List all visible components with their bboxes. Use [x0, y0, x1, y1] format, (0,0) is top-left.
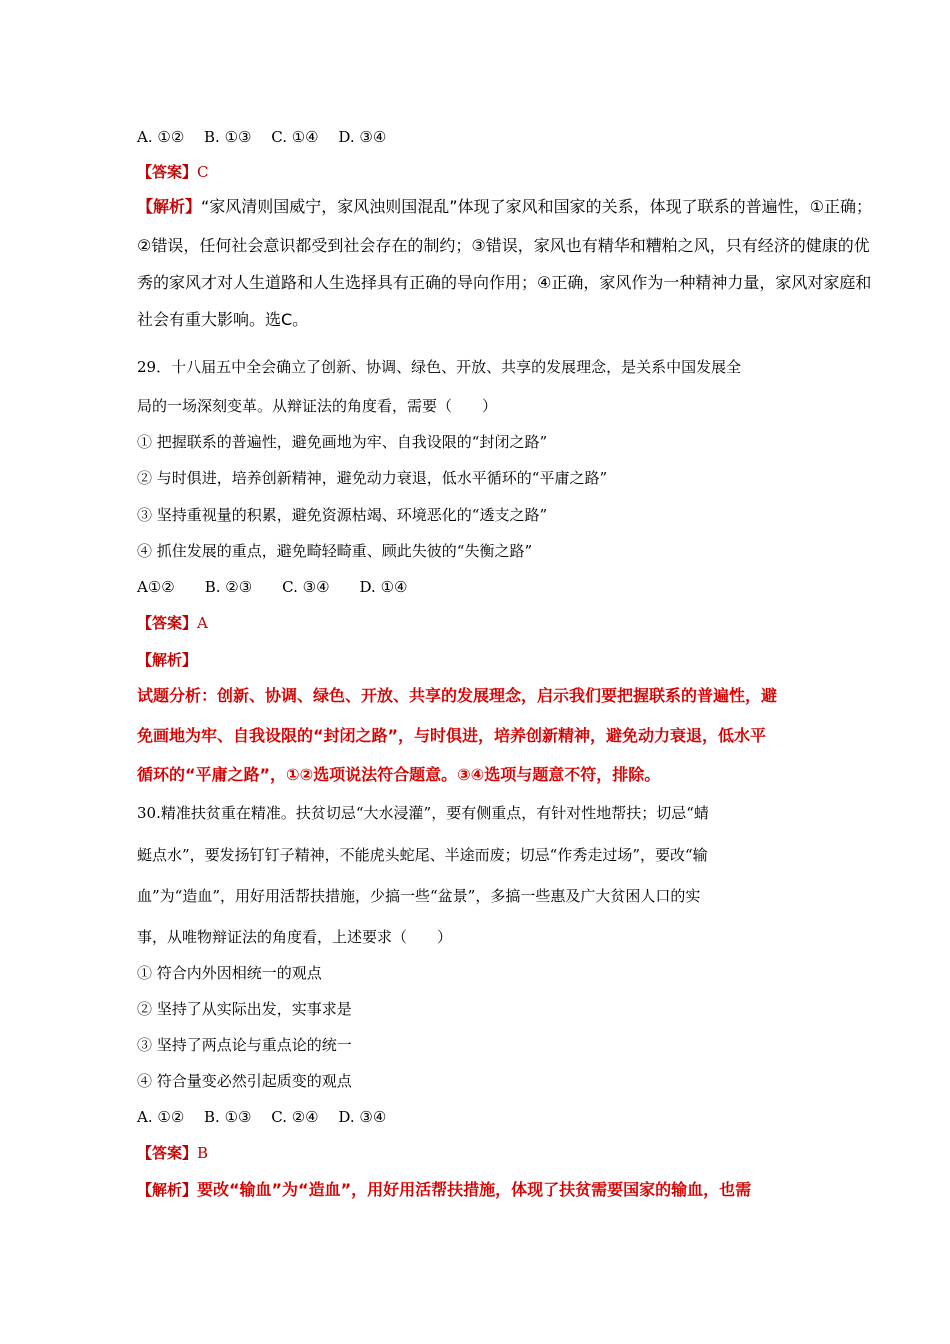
q30-item: ③ 坚持了两点论与重点论的统一 [137, 1036, 352, 1054]
q28-options: A. ①② B. ①③ C. ①④ D. ③④ [137, 128, 387, 146]
q30-stem-line: 蜓点水”，要发扬钉钉子精神，不能虎头蛇尾、半途而废；切忌“作秀走过场”，要改“输 [137, 846, 708, 864]
q29-analysis-line: 免画地为牢、自我设限的“封闭之路”，与时俱进，培养创新精神，避免动力衰退，低水平 [137, 726, 767, 745]
q29-item: ③ 坚持重视量的积累，避免资源枯竭、环境恶化的“透支之路” [137, 506, 548, 524]
q30-stem-line: 事，从唯物辩证法的角度看，上述要求（ ） [137, 928, 453, 946]
q30-stem-line: 血”为“造血”，用好用活帮扶措施，少搞一些“盆景”，多搞一些惠及广大贫困人口的实 [137, 887, 701, 905]
answer-label: 【答案】 [137, 614, 198, 632]
q29-stem-line: 局的一场深刻变革。从辩证法的角度看，需要（ ） [137, 397, 498, 415]
q29-item: ④ 抓住发展的重点，避免畸轻畸重、顾此失彼的“失衡之路” [137, 542, 533, 560]
q29-analysis-line: 试题分析：创新、协调、绿色、开放、共享的发展理念，启示我们要把握联系的普遍性，避 [137, 686, 778, 705]
q30-options: A. ①② B. ①③ C. ②④ D. ③④ [137, 1108, 387, 1126]
q28-analysis-line [137, 197, 872, 217]
q29-stem-line: 29．十八届五中全会确立了创新、协调、绿色、开放、共享的发展理念，是关系中国发展全 [137, 358, 742, 376]
q29-analysis-label: 【解析】 [137, 651, 198, 669]
q29-analysis-line: 循环的“平庸之路”，①②选项说法符合题意。③④选项与题意不符，排除。 [137, 765, 661, 784]
q28-analysis-line: 社会有重大影响。选C。 [137, 310, 309, 329]
q30-item: ① 符合内外因相统一的观点 [137, 964, 322, 982]
answer-label: 【答案】 [137, 1144, 198, 1162]
q28-analysis-line: 秀的家风才对人生道路和人生选择具有正确的导向作用；④正确，家风作为一种精神力量，家风对家庭和 [137, 273, 872, 292]
q29-options: A①② B. ②③ C. ③④ D. ①④ [137, 578, 408, 596]
q30-item: ④ 符合量变必然引起质变的观点 [137, 1072, 352, 1090]
answer-value: C [197, 163, 209, 181]
q29-item: ① 把握联系的普遍性，避免画地为牢、自我设限的“封闭之路” [137, 433, 548, 451]
answer-value: A [197, 614, 208, 632]
answer-value: B [197, 1144, 209, 1162]
q30-answer [137, 1143, 208, 1163]
analysis-text: “家风清则国威宁，家风浊则国混乱”体现了家风和国家的关系，体现了联系的普遍性，①正确； [201, 197, 872, 216]
analysis-label: 【解析】 [137, 197, 202, 216]
q29-answer [137, 613, 208, 633]
answer-label: 【答案】 [137, 163, 198, 181]
q30-stem-line: 30.精准扶贫重在精准。扶贫切忌“大水浸灌”，要有侧重点，有针对性地帮扶；切忌“蜻 [137, 804, 709, 822]
q30-analysis-line [137, 1180, 751, 1200]
q30-item: ② 坚持了从实际出发，实事求是 [137, 1000, 352, 1018]
q28-analysis-line: ②错误，任何社会意识都受到社会存在的制约；③错误，家风也有精华和糟粕之风，只有经济的健康的优 [137, 236, 870, 255]
q28-answer [137, 162, 209, 182]
analysis-text: 要改“输血”为“造血”，用好用活帮扶措施，体现了扶贫需要国家的输血，也需 [197, 1180, 752, 1199]
q29-item: ② 与时俱进，培养创新精神，避免动力衰退，低水平循环的“平庸之路” [137, 469, 608, 487]
analysis-label: 【解析】 [137, 1181, 198, 1199]
